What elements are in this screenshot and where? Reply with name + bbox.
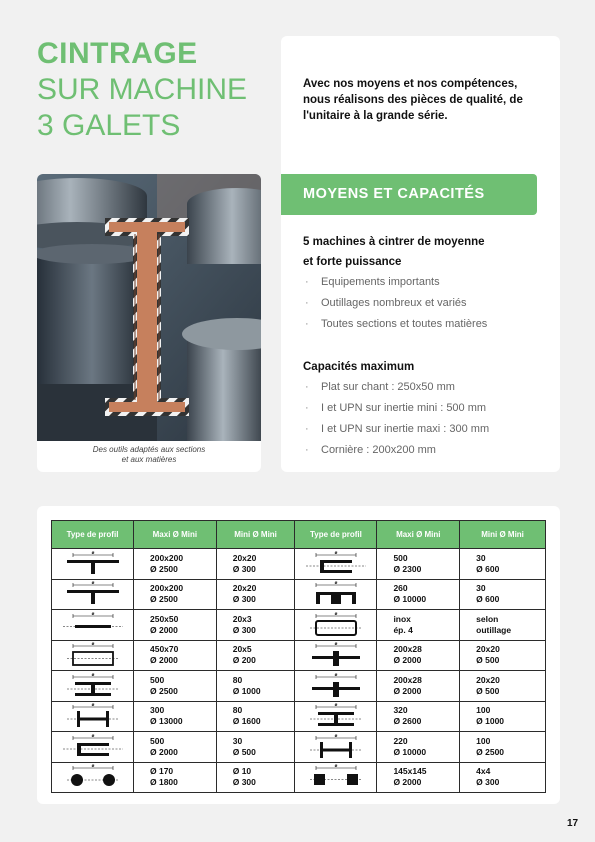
channel-profile-icon [53, 733, 133, 761]
column-header: Mini Ø Mini [460, 521, 546, 549]
profile-cell [295, 671, 377, 702]
profile-cell [295, 640, 377, 671]
svg-text:ø: ø [91, 610, 94, 616]
svg-text:ø: ø [91, 580, 94, 586]
machines-section [303, 232, 543, 335]
maxi-cell: inox ép. 4 [377, 610, 460, 641]
photo-caption: Des outils adaptés aux sections et aux matières [92, 445, 206, 464]
machine-photo [37, 174, 261, 441]
profile-cell [295, 732, 377, 763]
angle-profile-icon [53, 550, 133, 578]
profile-cell [52, 671, 134, 702]
profile-cell [295, 549, 377, 580]
capacity-table [51, 520, 546, 793]
title-line-3: 3 GALETS [37, 109, 181, 142]
i-beam-profile-icon [53, 672, 133, 700]
table-row [52, 732, 546, 763]
svg-text:ø: ø [334, 671, 338, 677]
mini-cell: 30 Ø 600 [460, 579, 546, 610]
page-number: 17 [567, 818, 579, 829]
profile-cell [52, 579, 134, 610]
intro-text: Avec nos moyens et nos compétences, nous réalisons des pièces de qualité, de l'unitaire à la grande série. [303, 78, 523, 122]
angle-profile-icon [53, 580, 133, 608]
svg-text:ø: ø [334, 641, 338, 647]
section-banner: MOYENS ET CAPACITÉS [281, 174, 537, 215]
table-row [52, 610, 546, 641]
list-item: · Toutes sections et toutes matières [303, 314, 543, 335]
profile-cell [52, 732, 134, 763]
mini-cell: 20x20 Ø 500 [460, 671, 546, 702]
mini-cell: 20x3 Ø 300 [216, 610, 295, 641]
capacities-list [303, 377, 543, 461]
photo-card [37, 174, 261, 472]
list-item: · Equipements importants [303, 272, 543, 293]
mini-cell: 20x5 Ø 200 [216, 640, 295, 671]
svg-text:ø: ø [91, 549, 94, 555]
maxi-cell: 200x200 Ø 2500 [134, 549, 217, 580]
table-row [52, 549, 546, 580]
profile-cell [295, 762, 377, 793]
flat-on-edge-icon [53, 641, 133, 669]
hat-profile-icon [296, 580, 376, 608]
mini-cell: 20x20 Ø 300 [216, 549, 295, 580]
column-header: Type de profil [52, 521, 134, 549]
table-header-row [52, 521, 546, 549]
list-item: · I et UPN sur inertie maxi : 300 mm [303, 419, 543, 440]
profile-cell [52, 701, 134, 732]
svg-text:ø: ø [334, 580, 338, 586]
table-row [52, 579, 546, 610]
svg-text:ø: ø [91, 702, 94, 708]
maxi-cell: 300 Ø 13000 [134, 701, 217, 732]
column-header: Maxi Ø Mini [377, 521, 460, 549]
list-item: · Plat sur chant : 250x50 mm [303, 377, 543, 398]
mini-cell: 80 Ø 1600 [216, 701, 295, 732]
maxi-cell: 500 Ø 2000 [134, 732, 217, 763]
list-item: · I et UPN sur inertie mini : 500 mm [303, 398, 543, 419]
title-line-1: CINTRAGE [37, 37, 198, 70]
capacities-title: Capacités maximum [303, 361, 415, 373]
capacity-table-card [37, 506, 560, 804]
mini-cell: 100 Ø 1000 [460, 701, 546, 732]
svg-text:ø: ø [91, 732, 94, 738]
table-row [52, 762, 546, 793]
svg-text:ø: ø [91, 763, 94, 769]
maxi-cell: 200x28 Ø 2000 [377, 671, 460, 702]
maxi-cell: 500 Ø 2300 [377, 549, 460, 580]
profile-cell [52, 762, 134, 793]
tube-profile-icon [296, 611, 376, 639]
svg-text:ø: ø [334, 732, 338, 738]
maxi-cell: 220 Ø 10000 [377, 732, 460, 763]
svg-text:ø: ø [91, 671, 94, 677]
maxi-cell: 200x200 Ø 2500 [134, 579, 217, 610]
svg-text:ø: ø [91, 641, 94, 647]
channel-profile-icon [296, 550, 376, 578]
maxi-cell: 250x50 Ø 2000 [134, 610, 217, 641]
square-bar-icon [296, 763, 376, 791]
table-row [52, 671, 546, 702]
profile-cell [52, 610, 134, 641]
flat-bar-icon [53, 611, 133, 639]
title-line-2: SUR MACHINE [37, 73, 248, 106]
profile-cell [295, 610, 377, 641]
mini-cell: 30 Ø 600 [460, 549, 546, 580]
column-header: Maxi Ø Mini [134, 521, 217, 549]
tee-profile-icon [296, 672, 376, 700]
machines-title: 5 machines à cintrer de moyenne et forte puissance [303, 236, 485, 268]
mini-cell: 20x20 Ø 300 [216, 579, 295, 610]
mini-cell: 100 Ø 2500 [460, 732, 546, 763]
h-beam-profile-icon [53, 702, 133, 730]
profile-cell [52, 640, 134, 671]
column-header: Mini Ø Mini [216, 521, 295, 549]
table-row [52, 640, 546, 671]
tee-profile-icon [296, 641, 376, 669]
profile-cell [295, 701, 377, 732]
svg-text:ø: ø [334, 610, 338, 616]
mini-cell: 30 Ø 500 [216, 732, 295, 763]
round-bar-icon [53, 763, 133, 791]
svg-text:ø: ø [334, 763, 338, 769]
profile-cell [52, 549, 134, 580]
table-row [52, 701, 546, 732]
mini-cell: 4x4 Ø 300 [460, 762, 546, 793]
list-item: · Cornière : 200x200 mm [303, 440, 543, 461]
maxi-cell: Ø 170 Ø 1800 [134, 762, 217, 793]
mini-cell: 80 Ø 1000 [216, 671, 295, 702]
capabilities-card [281, 36, 560, 472]
profile-cell [295, 579, 377, 610]
mini-cell: selon outillage [460, 610, 546, 641]
h-beam-profile-icon [296, 733, 376, 761]
svg-text:ø: ø [334, 702, 338, 708]
capacities-section [303, 357, 543, 461]
svg-text:ø: ø [334, 549, 338, 555]
maxi-cell: 450x70 Ø 2000 [134, 640, 217, 671]
maxi-cell: 145x145 Ø 2000 [377, 762, 460, 793]
page-title [37, 36, 247, 144]
list-item: · Outillages nombreux et variés [303, 293, 543, 314]
mini-cell: Ø 10 Ø 300 [216, 762, 295, 793]
i-beam-profile-icon [296, 702, 376, 730]
maxi-cell: 260 Ø 10000 [377, 579, 460, 610]
maxi-cell: 500 Ø 2500 [134, 671, 217, 702]
maxi-cell: 320 Ø 2600 [377, 701, 460, 732]
mini-cell: 20x20 Ø 500 [460, 640, 546, 671]
column-header: Type de profil [295, 521, 377, 549]
machines-list [303, 272, 543, 335]
maxi-cell: 200x28 Ø 2000 [377, 640, 460, 671]
